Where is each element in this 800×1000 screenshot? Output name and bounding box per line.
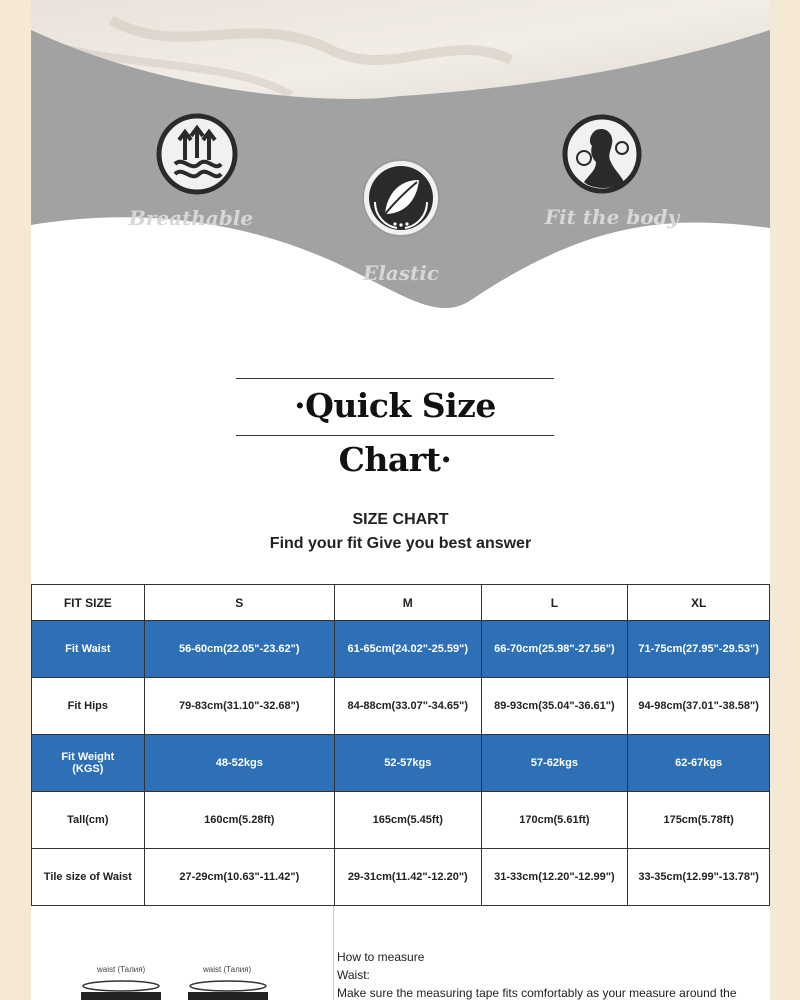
row-label: Tile size of Waist: [32, 849, 145, 906]
row-label: Fit Hips: [32, 678, 145, 735]
breathable-icon: [155, 112, 239, 196]
size-chart-subtitle: Find your fit Give you best answer: [269, 535, 532, 552]
waist-label-1: waist (Талия): [97, 965, 146, 974]
feature-label-elastic: Elastic: [362, 261, 440, 285]
table-cell: 71-75cm(27.95"-29.53"): [628, 621, 770, 678]
headline-text: ·Quick Size Chart·: [294, 386, 496, 479]
table-cell: 94-98cm(37.01"-38.58"): [628, 678, 770, 735]
feature-elastic: [301, 156, 501, 240]
table-cell: 84-88cm(33.07"-34.65"): [334, 678, 481, 735]
table-cell: 79-83cm(31.10"-32.68"): [144, 678, 334, 735]
feature-fit-body: [502, 112, 702, 196]
table-cell: 57-62kgs: [481, 735, 628, 792]
table-cell: 52-57kgs: [334, 735, 481, 792]
table-cell: 89-93cm(35.04"-36.61"): [481, 678, 628, 735]
table-cell: 48-52kgs: [144, 735, 334, 792]
table-cell: 165cm(5.45ft): [334, 792, 481, 849]
table-cell: 175cm(5.78ft): [628, 792, 770, 849]
header-fit-size: FIT SIZE: [32, 585, 145, 621]
header-size-l: L: [481, 585, 628, 621]
waist-heading: Waist:: [337, 968, 370, 982]
quick-size-chart-heading: [236, 378, 554, 479]
header-size-m: M: [334, 585, 481, 621]
table-row: [32, 735, 770, 792]
section-divider: [333, 906, 334, 1000]
product-page: [31, 0, 770, 1000]
table-row: [32, 621, 770, 678]
table-cell: 56-60cm(22.05"-23.62"): [144, 621, 334, 678]
elastic-icon: [361, 156, 441, 240]
measure-instructions: [337, 948, 767, 1000]
table-cell: 29-31cm(11.42"-12.20"): [334, 849, 481, 906]
table-cell: 62-67kgs: [628, 735, 770, 792]
table-row: [32, 678, 770, 735]
header-size-xl: XL: [628, 585, 770, 621]
table-cell: 27-29cm(10.63"-11.42"): [144, 849, 334, 906]
feature-label-breathable: Breathable: [128, 206, 254, 230]
size-chart-title: SIZE CHART: [352, 511, 449, 528]
feature-breathable: [97, 112, 297, 196]
how-to-measure-title: How to measure: [337, 950, 425, 964]
waist-label-2: waist (Талия): [203, 965, 252, 974]
fit-body-icon: [562, 112, 642, 196]
table-cell: 66-70cm(25.98"-27.56"): [481, 621, 628, 678]
row-label: Fit Weight (KGS): [32, 735, 145, 792]
header-size-s: S: [144, 585, 334, 621]
feature-banner: [31, 0, 770, 345]
table-header-row: [32, 585, 770, 621]
how-to-measure-section: [31, 905, 770, 1000]
size-table: [31, 584, 770, 906]
row-label: Fit Waist: [32, 621, 145, 678]
table-cell: 160cm(5.28ft): [144, 792, 334, 849]
table-cell: 61-65cm(24.02"-25.59"): [334, 621, 481, 678]
waist-diagram: [71, 976, 301, 1000]
table-cell: 33-35cm(12.99"-13.78"): [628, 849, 770, 906]
table-cell: 31-33cm(12.20"-12.99"): [481, 849, 628, 906]
row-label: Tall(cm): [32, 792, 145, 849]
waist-instruction: Make sure the measuring tape fits comfortably as your measure around the: [337, 986, 737, 1000]
feature-label-fit-body: Fit the body: [544, 205, 680, 229]
table-row: [32, 849, 770, 906]
table-cell: 170cm(5.61ft): [481, 792, 628, 849]
table-row: [32, 792, 770, 849]
